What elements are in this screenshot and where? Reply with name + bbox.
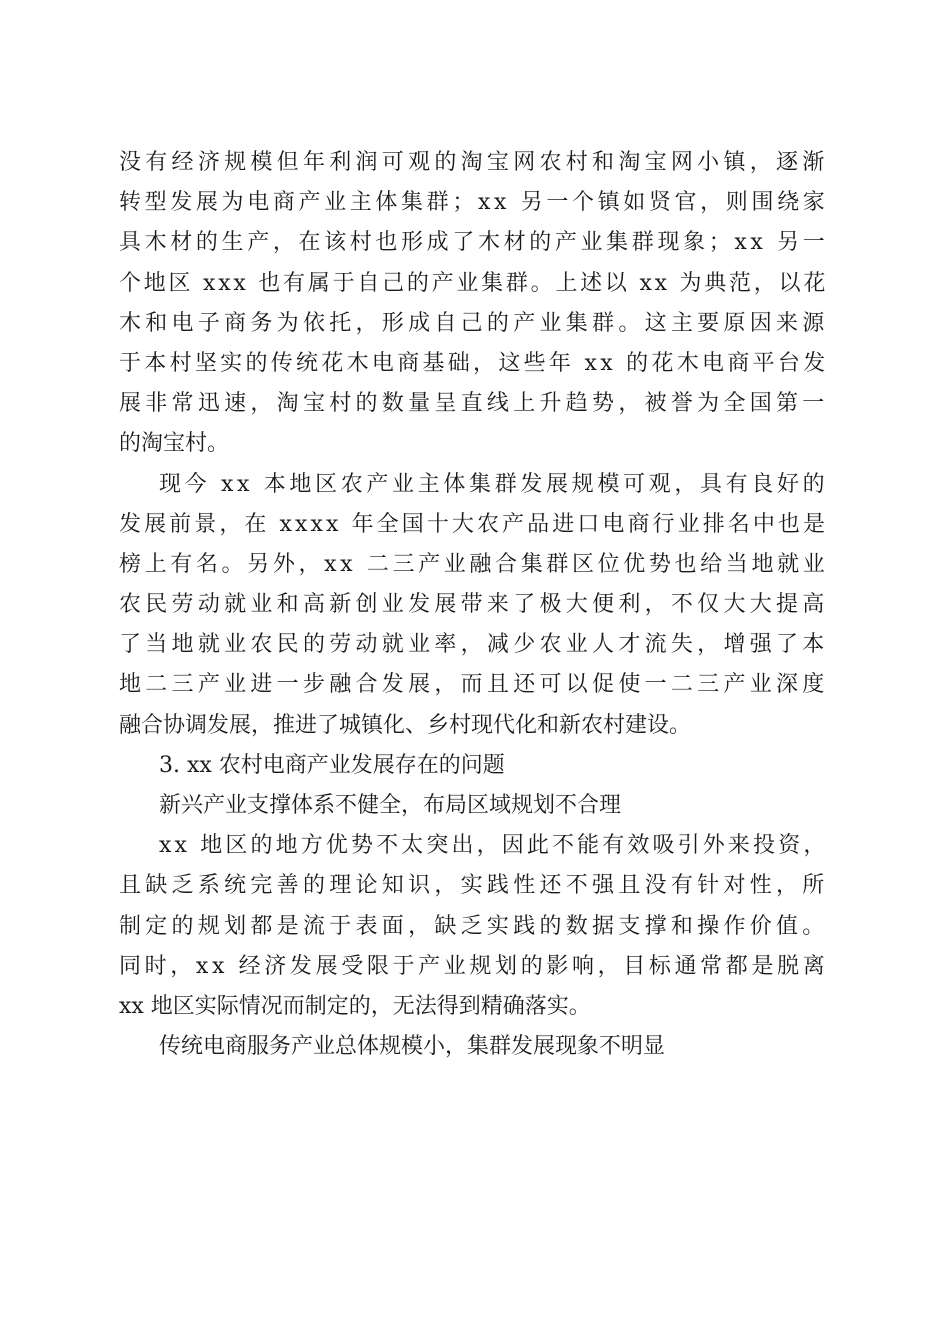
text-line: 融合协调发展，推进了城镇化、乡村现代化和新农村建设。 <box>119 712 692 738</box>
text-line: xx 地区的地方优势不太突出，因此不能有效吸引外来投资， <box>159 833 829 859</box>
text-line: 个地区 xxx 也有属于自己的产业集群。上述以 xx 为典范，以花 <box>119 270 829 296</box>
text-line: 地二三产业进一步融合发展，而且还可以促使一二三产业深度 <box>119 672 829 698</box>
text-line: 木和电子商务为依托，形成自己的产业集群。这主要原因来源 <box>119 310 829 336</box>
text-line: 展非常迅速，淘宝村的数量呈直线上升趋势，被誉为全国第一 <box>119 391 829 417</box>
text-line: 3. xx 农村电商产业发展存在的问题 <box>159 752 505 778</box>
text-line: 发展前景，在 xxxx 年全国十大农产品进口电商行业排名中也是 <box>119 511 829 537</box>
text-line: xx 地区实际情况而制定的，无法得到精确落实。 <box>119 993 591 1019</box>
text-line: 同时，xx 经济发展受限于产业规划的影响，目标通常都是脱离 <box>119 953 829 979</box>
text-line: 传统电商服务产业总体规模小，集群发展现象不明显 <box>159 1034 666 1060</box>
text-line: 且缺乏系统完善的理论知识，实践性还不强且没有针对性，所 <box>119 873 829 899</box>
paragraph-p6 <box>119 1027 830 1067</box>
text-line: 制定的规划都是流于表面，缺乏实践的数据支撑和操作价值。 <box>119 913 829 939</box>
text-line: 的淘宝村。 <box>119 431 230 457</box>
paragraph-p2 <box>119 465 830 746</box>
text-line: 转型发展为电商产业主体集群；xx 另一个镇如贤官，则围绕家 <box>119 190 829 216</box>
text-line: 榜上有名。另外，xx 二三产业融合集群区位优势也给当地就业 <box>119 551 829 577</box>
text-line: 没有经济规模但年利润可观的淘宝网农村和淘宝网小镇，逐渐 <box>119 150 829 175</box>
paragraph-p3 <box>119 746 830 786</box>
paragraph-p5 <box>119 826 830 1027</box>
text-line: 了当地就业农民的劳动就业率，减少农业人才流失，增强了本 <box>119 632 829 658</box>
document-body <box>119 143 830 1067</box>
text-line: 新兴产业支撑体系不健全，布局区域规划不合理 <box>159 793 622 818</box>
paragraph-p4 <box>119 786 830 826</box>
text-line: 具木材的生产，在该村也形成了木材的产业集群现象；xx 另一 <box>119 230 829 256</box>
text-line: 农民劳动就业和高新创业发展带来了极大便利，不仅大大提高 <box>119 592 829 618</box>
text-line: 于本村坚实的传统花木电商基础，这些年 xx 的花木电商平台发 <box>119 350 829 376</box>
paragraph-p1 <box>119 143 830 465</box>
text-line: 现今 xx 本地区农产业主体集群发展规模可观，具有良好的 <box>159 471 829 497</box>
